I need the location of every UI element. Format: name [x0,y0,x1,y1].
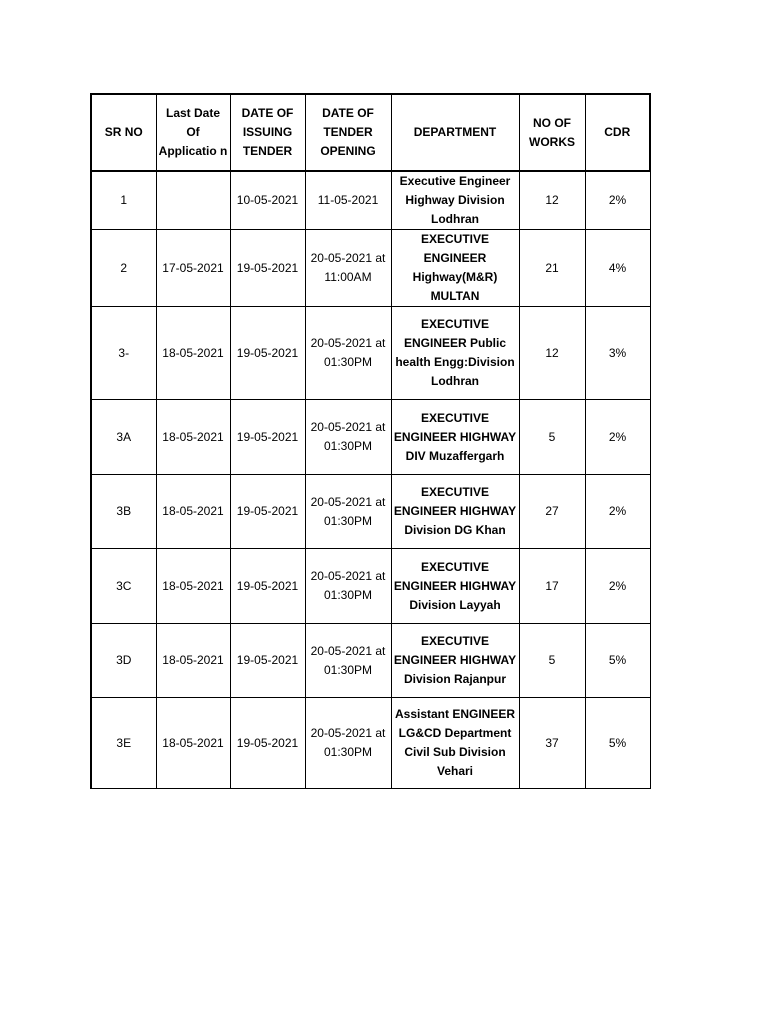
header-department: DEPARTMENT [391,94,519,171]
header-no-of-works: NO OF WORKS [519,94,585,171]
cell-cdr: 5% [585,624,650,698]
cell-issuing: 10-05-2021 [230,171,305,230]
cell-department: Executive Engineer Highway Division Lodhran [391,171,519,230]
cell-sr: 3B [91,475,156,549]
cell-works: 27 [519,475,585,549]
cell-sr: 3C [91,549,156,624]
cell-cdr: 3% [585,307,650,400]
cell-issuing: 19-05-2021 [230,549,305,624]
cell-opening: 20-05-2021 at 01:30PM [305,475,391,549]
cell-opening: 20-05-2021 at 11:00AM [305,230,391,307]
cell-works: 5 [519,400,585,475]
cell-department: EXECUTIVE ENGINEER HIGHWAY DIV Muzaffergarh [391,400,519,475]
cell-sr: 3E [91,698,156,789]
table-row [91,698,650,789]
cell-works: 12 [519,307,585,400]
header-row [91,94,650,171]
cell-cdr: 2% [585,549,650,624]
cell-last-date: 18-05-2021 [156,624,230,698]
table-row [91,307,650,400]
table-row [91,624,650,698]
cell-opening: 20-05-2021 at 01:30PM [305,549,391,624]
cell-last-date: 18-05-2021 [156,549,230,624]
cell-cdr: 5% [585,698,650,789]
cell-opening: 20-05-2021 at 01:30PM [305,307,391,400]
cell-last-date: 18-05-2021 [156,400,230,475]
cell-issuing: 19-05-2021 [230,698,305,789]
table-row [91,400,650,475]
table-row [91,230,650,307]
cell-works: 17 [519,549,585,624]
cell-department: EXECUTIVE ENGINEER HIGHWAY Division Layyah [391,549,519,624]
table-row [91,475,650,549]
cell-issuing: 19-05-2021 [230,307,305,400]
cell-last-date: 18-05-2021 [156,475,230,549]
cell-sr: 3D [91,624,156,698]
cell-cdr: 2% [585,171,650,230]
cell-issuing: 19-05-2021 [230,400,305,475]
cell-department: EXECUTIVE ENGINEER Highway(M&R) MULTAN [391,230,519,307]
cell-sr: 3A [91,400,156,475]
cell-cdr: 4% [585,230,650,307]
cell-works: 12 [519,171,585,230]
cell-works: 37 [519,698,585,789]
header-date-issuing: DATE OF ISSUING TENDER [230,94,305,171]
table-row [91,549,650,624]
cell-last-date: 17-05-2021 [156,230,230,307]
header-last-date: Last Date Of Applicatio n [156,94,230,171]
cell-last-date [156,171,230,230]
cell-cdr: 2% [585,475,650,549]
cell-issuing: 19-05-2021 [230,624,305,698]
cell-sr: 1 [91,171,156,230]
cell-department: EXECUTIVE ENGINEER HIGHWAY Division Rajanpur [391,624,519,698]
cell-last-date: 18-05-2021 [156,698,230,789]
header-sr-no: SR NO [91,94,156,171]
tender-table [90,93,651,789]
cell-department: EXECUTIVE ENGINEER HIGHWAY Division DG Khan [391,475,519,549]
cell-cdr: 2% [585,400,650,475]
cell-opening: 20-05-2021 at 01:30PM [305,624,391,698]
table-row [91,171,650,230]
cell-issuing: 19-05-2021 [230,230,305,307]
cell-sr: 3- [91,307,156,400]
cell-department: EXECUTIVE ENGINEER Public health Engg:Division Lodhran [391,307,519,400]
cell-department: Assistant ENGINEER LG&CD Department Civil Sub Division Vehari [391,698,519,789]
cell-opening: 20-05-2021 at 01:30PM [305,400,391,475]
cell-opening: 11-05-2021 [305,171,391,230]
cell-sr: 2 [91,230,156,307]
cell-works: 21 [519,230,585,307]
cell-opening: 20-05-2021 at 01:30PM [305,698,391,789]
cell-issuing: 19-05-2021 [230,475,305,549]
header-cdr: CDR [585,94,650,171]
header-date-opening: DATE OF TENDER OPENING [305,94,391,171]
cell-works: 5 [519,624,585,698]
cell-last-date: 18-05-2021 [156,307,230,400]
